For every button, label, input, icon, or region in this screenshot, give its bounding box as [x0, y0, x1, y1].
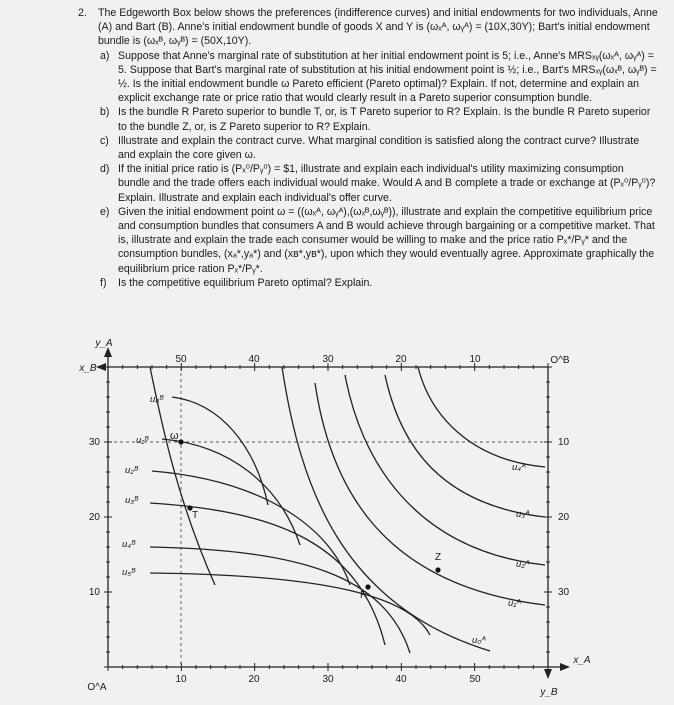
part-text: Is the competitive equilibrium Pareto optimal? Explain.: [118, 276, 373, 289]
label-u5-b: u₅ᴮ: [122, 567, 136, 578]
label-u4-b: u₄ᴮ: [122, 539, 136, 550]
part-label: a): [100, 49, 110, 62]
part-a: [78, 49, 658, 106]
label-u0-a: u₀ᴬ: [472, 635, 486, 646]
part-c: [78, 134, 658, 162]
tick-label-ya-30: 30: [88, 437, 100, 448]
bart-curve-u0: [172, 397, 268, 505]
question-intro-text: The Edgeworth Box below shows the preferences (indifference curves) and initial endowments for two individuals, Anne (A) and Bart (B). Anne's initial endowment bundle of goods X and Y is (ωₓᴬ, ωᵧᴬ) = (10X,30Y); Bart's initial endowment bundle is (ωₓᴮ, ωᵧᴮ) = (50X,10Y).: [98, 7, 658, 48]
part-b: [78, 105, 658, 133]
point-omega-label: ω: [170, 430, 179, 442]
tick-label-yb-20: 20: [558, 512, 570, 523]
part-text: Illustrate and explain the contract curve. What marginal condition is satisfied along the contract curve? Illustrate and explain the core given ω.: [118, 134, 640, 162]
anne-curve-u3: [385, 375, 545, 517]
part-label: e): [100, 205, 110, 218]
axis-label-xa: x_A: [573, 655, 591, 666]
tick-label-xb-10: 10: [469, 354, 481, 365]
label-u2-b: u₂ᴮ: [125, 465, 139, 476]
part-label: f): [100, 276, 107, 289]
anne-curve-u0: [282, 367, 490, 651]
question-intro: [78, 6, 658, 49]
edgeworth-box-figure: [0, 335, 674, 700]
point-omega: [178, 439, 183, 444]
label-u1-a: u₁ᴬ: [508, 598, 521, 609]
part-label: d): [100, 163, 110, 176]
edgeworth-box-svg: [0, 335, 674, 700]
part-d: [78, 162, 658, 205]
tick-label-xb-20: 20: [395, 354, 407, 365]
part-text: If the initial price ratio is (Pₓ⁰/Pᵧ⁰) = $1, illustrate and explain each individual's utility maximizing consumption bundle and the trade offers each individual would make. Would A and B complete a trade or exchange at (Pₓ⁰/Pᵧ⁰)? Explain. Illustrate and explain each individual's offer curve.: [118, 163, 656, 204]
tick-label-xb-40: 40: [248, 354, 260, 365]
tick-label-xa-40: 40: [395, 674, 407, 685]
point-r: [365, 584, 370, 589]
question-number: 2.: [78, 7, 87, 19]
point-t-label: T: [192, 510, 199, 521]
tick-label-yb-30: 30: [558, 587, 570, 598]
axis-label-yb: y_B: [540, 687, 558, 698]
origin-a-label: O^A: [87, 682, 107, 693]
anne-curve-u1: [315, 383, 545, 605]
bart-curve-u2: [152, 471, 350, 585]
tick-label-xa-30: 30: [322, 674, 334, 685]
part-e: [78, 205, 658, 276]
axis-label-xb: x_B: [79, 363, 97, 374]
xa-arrow-icon: [560, 663, 570, 671]
label-u1-b: u₁ᴮ: [136, 435, 149, 446]
tick-label-ya-20: 20: [88, 512, 100, 523]
label-u3-a: u₃ᴬ: [516, 509, 530, 520]
tick-label-ya-10: 10: [88, 587, 100, 598]
axis-label-ya: y_A: [95, 338, 113, 349]
bart-curve-u1: [162, 439, 300, 545]
tick-label-yb-10: 10: [558, 437, 570, 448]
point-z: [435, 567, 440, 572]
anne-curve-u4: [418, 367, 545, 467]
label-u4-a: u₄ᴬ: [512, 462, 526, 473]
origin-b-label: O^B: [550, 355, 570, 366]
tick-label-xb-50: 50: [175, 354, 187, 365]
tick-label-xa-50: 50: [469, 674, 481, 685]
point-z-label: Z: [435, 552, 442, 563]
tick-label-xb-30: 30: [322, 354, 334, 365]
part-f: [78, 276, 658, 290]
label-u0-b: u₀ᴮ: [150, 394, 164, 405]
part-label: c): [100, 134, 109, 147]
label-u2-a: u₂ᴬ: [516, 559, 530, 570]
part-text: Is the bundle R Pareto superior to bundle T, or, is T Pareto superior to R? Explain. Is the bundle R Pareto superior to the bundle Z, or, is Z Pareto superior to R? Explain.: [118, 106, 651, 133]
label-u3-b: u₃ᴮ: [125, 495, 139, 506]
bart-curve-u5: [150, 573, 430, 635]
point-r-label: R: [360, 590, 368, 601]
part-text: Given the initial endowment point ω = ((ωₓᴬ, ωᵧᴬ),(ωₓᴮ,ωᵧᴮ)), illustrate and explain the competitive equilibrium price and consumption bundles that consumers A and B would achieve through bargaining or a competitive market. That is, illustrate and explain the trade each consumer would be willing to make and the price ratio Pₓ*/Pᵧ* and the consumption bundles, (xₐ*,yₐ*) and (xʙ*,yʙ*), upon which they would eventually agree. Approximate graphically the equilibrium price ration Pₓ*/Pᵧ*.: [118, 205, 655, 275]
question-block: [78, 6, 658, 290]
tick-label-xa-10: 10: [175, 674, 187, 685]
part-text: Suppose that Anne's marginal rate of substitution at her initial endowment point is 5; i.e., Anne's MRSₓᵧ(ωₓᴬ, ωᵧᴬ) = 5. Suppose that Bart's marginal rate of substitution at his initial endowment point is ½; i.e., Bart's MRSₓᵧ(ωₓᴮ, ωᵧᴮ) = ½. Is the initial endowment bundle ω Pareto efficient (Pareto optimal)? Explain. If not, determine and explain an explicit exchange rate or price ratio that would clearly result in a Pareto superior consumption bundle.: [118, 49, 657, 105]
tick-label-xa-20: 20: [248, 674, 260, 685]
tick-marks: [104, 363, 552, 671]
bart-curve-u4: [150, 547, 410, 653]
part-label: b): [100, 106, 110, 119]
